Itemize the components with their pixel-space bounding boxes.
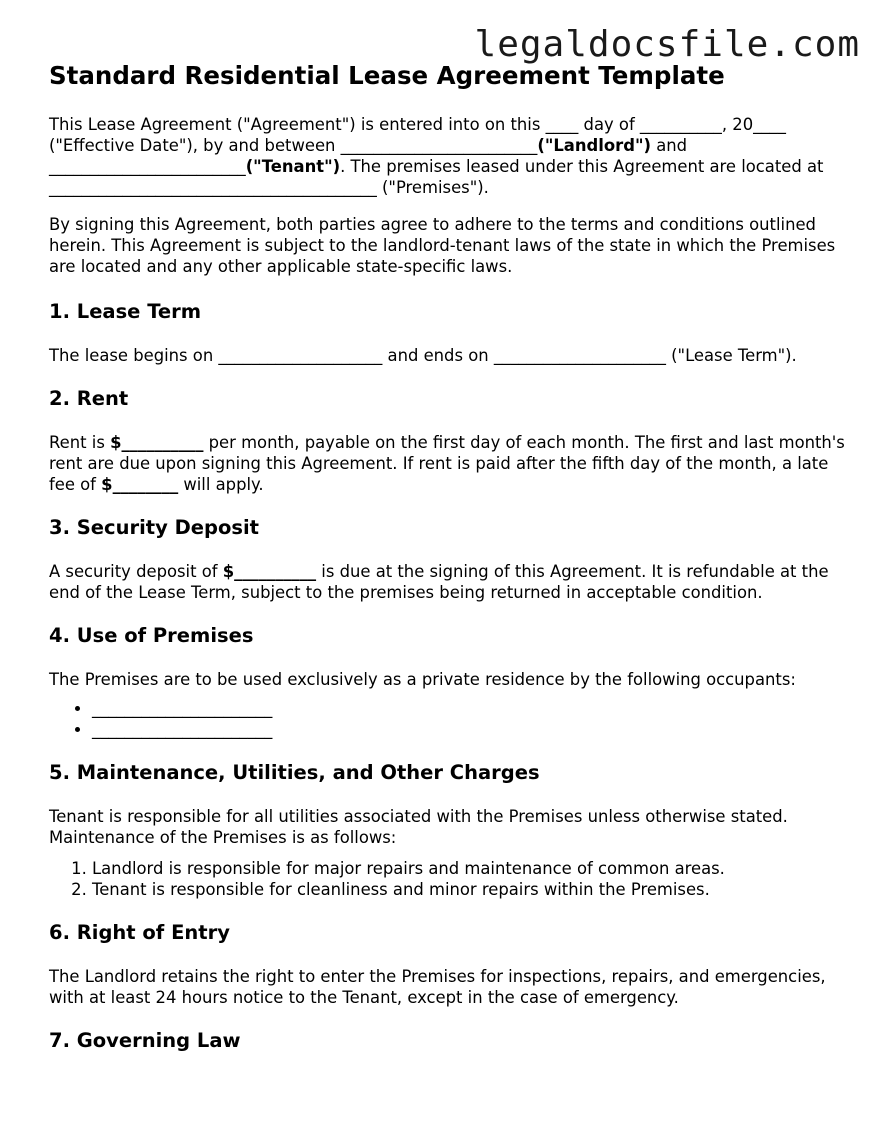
section-heading-right-of-entry: 6. Right of Entry — [49, 921, 230, 944]
section-heading-rent: 2. Rent — [49, 387, 129, 410]
rent-amount-blank: $__________ — [110, 433, 204, 452]
deposit-text-1: A security deposit of — [49, 562, 223, 581]
intro-text-1: This Lease Agreement ("Agreement") is entered into on this ____ day of __________, 20____ ("Effective Date"), by and between ________________________ — [49, 115, 786, 155]
section-heading-lease-term: 1. Lease Term — [49, 300, 202, 323]
list-item: • ______________________ — [92, 719, 849, 740]
deposit-text-2: is due at the signing of this Agreement. It is refundable at the end of the Lease Term, subject to the premises being returned in acceptable condition. — [49, 562, 829, 602]
list-item: 2. Tenant is responsible for cleanliness and minor repairs within the Premises. — [92, 879, 849, 900]
agreement-paragraph: By signing this Agreement, both parties agree to adhere to the terms and conditions outlined herein. This Agreement is subject to the landlord-tenant laws of the state in which the Premises are located and any other applicable state-specific laws. — [49, 215, 836, 276]
document — [49, 60, 849, 1074]
section-heading-governing-law: 7. Governing Law — [49, 1029, 241, 1052]
late-fee-blank: $________ — [101, 475, 179, 494]
document-title: Standard Residential Lease Agreement Template — [49, 61, 725, 90]
maintenance-list — [49, 858, 849, 900]
tenant-label: ("Tenant") — [245, 157, 341, 176]
rent-text-1: Rent is — [49, 433, 111, 452]
maintenance-text: Tenant is responsible for all utilities associated with the Premises unless otherwise stated. Maintenance of the Premises is as follows: — [49, 807, 788, 847]
use-of-premises-text: The Premises are to be used exclusively as a private residence by the following occupants: — [49, 670, 796, 689]
list-item: • ______________________ — [92, 698, 849, 719]
rent-text-3: will apply. — [178, 475, 264, 494]
intro-text-2: and ________________________ — [49, 136, 688, 176]
rent-text-2: per month, payable on the first day of each month. The first and last month's rent are due upon signing this Agreement. If rent is paid after the fifth day of the month, a late fee of — [49, 433, 845, 494]
security-deposit-text — [49, 561, 849, 603]
occupants-list — [49, 698, 849, 740]
lease-term-text: The lease begins on ____________________ and ends on _____________________ ("Lease Term"). — [49, 346, 797, 365]
right-of-entry-text: The Landlord retains the right to enter the Premises for inspections, repairs, and emergencies, with at least 24 hours notice to the Tenant, except in the case of emergency. — [49, 967, 826, 1007]
watermark: legaldocsfile.com — [474, 24, 860, 65]
section-heading-maintenance: 5. Maintenance, Utilities, and Other Charges — [49, 761, 540, 784]
deposit-amount-blank: $__________ — [222, 562, 317, 581]
intro-text-3: . The premises leased under this Agreement are located at ________________________________________ ("Premises"). — [49, 157, 824, 197]
list-item: 1. Landlord is responsible for major repairs and maintenance of common areas. — [92, 858, 849, 879]
section-heading-use-of-premises: 4. Use of Premises — [49, 624, 254, 647]
intro-paragraph — [49, 114, 849, 198]
section-heading-security-deposit: 3. Security Deposit — [49, 516, 259, 539]
landlord-label: ("Landlord") — [537, 136, 651, 155]
rent-text — [49, 432, 849, 495]
